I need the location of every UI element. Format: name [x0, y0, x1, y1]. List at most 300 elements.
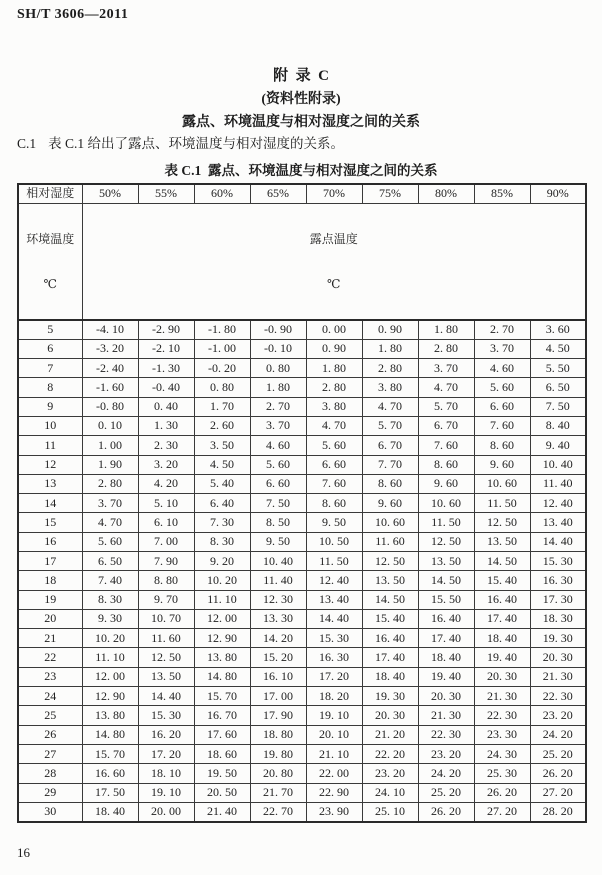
table-row: [18, 590, 586, 609]
dewpoint-cell: 14. 50: [362, 590, 418, 609]
dewpoint-cell: 10. 40: [530, 455, 586, 474]
dewpoint-table: [17, 183, 587, 823]
dewpoint-cell: 0. 40: [138, 397, 194, 416]
dewpoint-cell: 13. 50: [418, 551, 474, 570]
humidity-col-header: 80%: [418, 184, 474, 203]
dewpoint-cell: 13. 30: [250, 609, 306, 628]
dewpoint-cell: 8. 40: [530, 416, 586, 435]
table-row: [18, 648, 586, 667]
dewpoint-cell: 21. 30: [474, 687, 530, 706]
humidity-col-header: 50%: [82, 184, 138, 203]
dewpoint-cell: 7. 70: [362, 455, 418, 474]
ambient-temp-cell: 24: [18, 687, 82, 706]
dewpoint-cell: 6. 60: [306, 455, 362, 474]
dewpoint-cell: 13. 50: [138, 667, 194, 686]
dewpoint-cell: 19. 40: [418, 667, 474, 686]
table-row: [18, 629, 586, 648]
dewpoint-cell: 13. 80: [82, 706, 138, 725]
dewpoint-cell: 11. 40: [250, 571, 306, 590]
dewpoint-cell: 7. 60: [474, 416, 530, 435]
dewpoint-cell: 17. 20: [306, 667, 362, 686]
clause-label: C.1: [17, 136, 37, 151]
dewpoint-cell: 17. 60: [194, 725, 250, 744]
table-row: [18, 783, 586, 802]
ambient-temp-label: 环境温度: [26, 232, 75, 247]
dewpoint-cell: 8. 60: [362, 474, 418, 493]
table-row: [18, 725, 586, 744]
ambient-temp-cell: 22: [18, 648, 82, 667]
dewpoint-cell: 12. 50: [418, 532, 474, 551]
ambient-temp-cell: 21: [18, 629, 82, 648]
dewpoint-cell: 14. 50: [474, 551, 530, 570]
dewpoint-cell: 1. 70: [194, 397, 250, 416]
dewpoint-cell: 22. 00: [306, 764, 362, 783]
dewpoint-cell: 4. 50: [530, 339, 586, 358]
dewpoint-cell: 0. 00: [306, 320, 362, 339]
dewpoint-cell: 5. 70: [418, 397, 474, 416]
ambient-temp-cell: 7: [18, 359, 82, 378]
dewpoint-cell: 3. 70: [250, 416, 306, 435]
dewpoint-cell: 12. 30: [250, 590, 306, 609]
ambient-temp-cell: 12: [18, 455, 82, 474]
dewpoint-cell: 13. 40: [530, 513, 586, 532]
dewpoint-cell: 7. 60: [418, 436, 474, 455]
dewpoint-cell: 21. 40: [194, 802, 250, 821]
dewpoint-cell: 4. 60: [474, 359, 530, 378]
dewpoint-cell: 22. 30: [474, 706, 530, 725]
dewpoint-cell: 15. 70: [82, 744, 138, 763]
dewpoint-cell: 19. 10: [138, 783, 194, 802]
dewpoint-cell: 16. 70: [194, 706, 250, 725]
dewpoint-cell: 18. 40: [82, 802, 138, 821]
ambient-temp-cell: 9: [18, 397, 82, 416]
dewpoint-cell: -2. 40: [82, 359, 138, 378]
dewpoint-cell: 5. 10: [138, 494, 194, 513]
dewpoint-cell: 25. 20: [418, 783, 474, 802]
ambient-temp-cell: 28: [18, 764, 82, 783]
dewpoint-cell: 13. 40: [306, 590, 362, 609]
dewpoint-cell: 18. 40: [418, 648, 474, 667]
dewpoint-cell: 19. 10: [306, 706, 362, 725]
dewpoint-cell: 13. 50: [362, 571, 418, 590]
dewpoint-cell: 16. 60: [82, 764, 138, 783]
dewpoint-cell: 18. 20: [306, 687, 362, 706]
dewpoint-cell: 22. 30: [530, 687, 586, 706]
dewpoint-cell: 14. 50: [418, 571, 474, 590]
dewpoint-cell: 20. 00: [138, 802, 194, 821]
dewpoint-cell: 6. 60: [474, 397, 530, 416]
dewpoint-cell: 18. 40: [474, 629, 530, 648]
dewpoint-cell: 16. 30: [530, 571, 586, 590]
dewpoint-cell: 3. 50: [194, 436, 250, 455]
dewpoint-cell: 24. 30: [474, 744, 530, 763]
dewpoint-unit: ℃: [327, 276, 341, 291]
dewpoint-cell: 3. 70: [82, 494, 138, 513]
dewpoint-cell: -0. 10: [250, 339, 306, 358]
dewpoint-cell: 6. 10: [138, 513, 194, 532]
humidity-col-header: 70%: [306, 184, 362, 203]
table-row: [18, 609, 586, 628]
dewpoint-cell: -1. 80: [194, 320, 250, 339]
dewpoint-cell: 5. 50: [530, 359, 586, 378]
dewpoint-cell: 20. 30: [474, 667, 530, 686]
ambient-temp-cell: 29: [18, 783, 82, 802]
dewpoint-cell: 24. 10: [362, 783, 418, 802]
table-row: [18, 764, 586, 783]
dewpoint-cell: 19. 40: [474, 648, 530, 667]
dewpoint-cell: 17. 20: [138, 744, 194, 763]
dewpoint-cell: 7. 30: [194, 513, 250, 532]
dewpoint-cell: 2. 70: [250, 397, 306, 416]
dewpoint-cell: -3. 20: [82, 339, 138, 358]
table-row: [18, 320, 586, 339]
clause-text: 表 C.1 给出了露点、环境温度与相对湿度的关系。: [48, 136, 345, 151]
dewpoint-cell: 10. 50: [306, 532, 362, 551]
dewpoint-cell: 9. 60: [362, 494, 418, 513]
dewpoint-cell: 12. 90: [82, 687, 138, 706]
dewpoint-cell: 5. 70: [362, 416, 418, 435]
dewpoint-cell: 9. 60: [474, 455, 530, 474]
dewpoint-cell: 15. 20: [250, 648, 306, 667]
ambient-temp-cell: 8: [18, 378, 82, 397]
dewpoint-cell: 25. 30: [474, 764, 530, 783]
dewpoint-cell: 0. 80: [194, 378, 250, 397]
dewpoint-cell: 17. 00: [250, 687, 306, 706]
ambient-temp-cell: 26: [18, 725, 82, 744]
dewpoint-cell: 15. 30: [530, 551, 586, 570]
dewpoint-header: [82, 203, 586, 320]
dewpoint-cell: 21. 70: [250, 783, 306, 802]
dewpoint-cell: 17. 50: [82, 783, 138, 802]
table-row: [18, 455, 586, 474]
dewpoint-cell: 10. 60: [474, 474, 530, 493]
dewpoint-cell: 20. 30: [530, 648, 586, 667]
dewpoint-cell: 17. 30: [530, 590, 586, 609]
dewpoint-cell: -1. 60: [82, 378, 138, 397]
dewpoint-cell: -1. 00: [194, 339, 250, 358]
humidity-col-header: 60%: [194, 184, 250, 203]
relative-humidity-header: 相对湿度: [18, 184, 82, 203]
dewpoint-cell: 20. 50: [194, 783, 250, 802]
dewpoint-cell: 1. 80: [362, 339, 418, 358]
dewpoint-cell: 23. 20: [530, 706, 586, 725]
dewpoint-cell: 0. 90: [306, 339, 362, 358]
table-row: [18, 571, 586, 590]
dewpoint-cell: 8. 50: [250, 513, 306, 532]
ambient-temp-cell: 20: [18, 609, 82, 628]
dewpoint-cell: 11. 10: [82, 648, 138, 667]
dewpoint-cell: 23. 30: [474, 725, 530, 744]
humidity-col-header: 90%: [530, 184, 586, 203]
dewpoint-cell: 28. 20: [530, 802, 586, 821]
dewpoint-cell: 17. 40: [362, 648, 418, 667]
dewpoint-cell: 24. 20: [418, 764, 474, 783]
humidity-header-row: [18, 184, 586, 203]
dewpoint-cell: 12. 50: [138, 648, 194, 667]
dewpoint-cell: 16. 40: [362, 629, 418, 648]
dewpoint-cell: 11. 10: [194, 590, 250, 609]
dewpoint-cell: 4. 50: [194, 455, 250, 474]
ambient-temp-cell: 17: [18, 551, 82, 570]
ambient-temp-cell: 13: [18, 474, 82, 493]
dewpoint-cell: 3. 80: [362, 378, 418, 397]
ambient-temp-cell: 15: [18, 513, 82, 532]
standard-number: SH/T 3606—2011: [17, 7, 129, 22]
dewpoint-cell: 19. 30: [530, 629, 586, 648]
dewpoint-cell: 1. 80: [306, 359, 362, 378]
ambient-temp-cell: 18: [18, 571, 82, 590]
dewpoint-cell: 14. 80: [194, 667, 250, 686]
dewpoint-cell: 24. 20: [530, 725, 586, 744]
dewpoint-cell: 3. 70: [474, 339, 530, 358]
dewpoint-cell: -0. 20: [194, 359, 250, 378]
dewpoint-cell: 26. 20: [418, 802, 474, 821]
dewpoint-cell: 0. 90: [362, 320, 418, 339]
dewpoint-cell: 26. 20: [474, 783, 530, 802]
dewpoint-cell: 23. 20: [362, 764, 418, 783]
dewpoint-cell: 2. 80: [82, 474, 138, 493]
dewpoint-cell: 9. 40: [530, 436, 586, 455]
dewpoint-cell: -0. 90: [250, 320, 306, 339]
dewpoint-cell: 12. 40: [530, 494, 586, 513]
dewpoint-cell: 15. 40: [362, 609, 418, 628]
dewpoint-cell: -4. 10: [82, 320, 138, 339]
dewpoint-cell: 11. 50: [418, 513, 474, 532]
dewpoint-cell: 3. 20: [138, 455, 194, 474]
unit-header-row: [18, 203, 586, 320]
dewpoint-cell: 5. 60: [82, 532, 138, 551]
dewpoint-cell: 6. 70: [362, 436, 418, 455]
dewpoint-cell: 10. 60: [418, 494, 474, 513]
dewpoint-cell: 6. 70: [418, 416, 474, 435]
dewpoint-cell: 15. 30: [306, 629, 362, 648]
dewpoint-cell: 8. 60: [418, 455, 474, 474]
dewpoint-cell: 18. 30: [530, 609, 586, 628]
appendix-title: 附 录 C: [273, 68, 329, 84]
table-row: [18, 397, 586, 416]
dewpoint-cell: 2. 30: [138, 436, 194, 455]
ambient-temp-unit: ℃: [43, 276, 57, 291]
dewpoint-cell: -1. 30: [138, 359, 194, 378]
table-row: [18, 494, 586, 513]
dewpoint-cell: 17. 90: [250, 706, 306, 725]
dewpoint-cell: 21. 20: [362, 725, 418, 744]
dewpoint-cell: -2. 90: [138, 320, 194, 339]
dewpoint-cell: 22. 30: [418, 725, 474, 744]
dewpoint-cell: 7. 40: [82, 571, 138, 590]
dewpoint-cell: 16. 20: [138, 725, 194, 744]
dewpoint-cell: 10. 20: [82, 629, 138, 648]
dewpoint-cell: 9. 30: [82, 609, 138, 628]
dewpoint-cell: 7. 90: [138, 551, 194, 570]
dewpoint-cell: 10. 40: [250, 551, 306, 570]
ambient-temp-cell: 30: [18, 802, 82, 821]
dewpoint-cell: 2. 70: [474, 320, 530, 339]
table-caption: 表 C.1 露点、环境温度与相对湿度之间的关系: [164, 163, 438, 178]
dewpoint-cell: 11. 60: [138, 629, 194, 648]
dewpoint-cell: 17. 40: [474, 609, 530, 628]
dewpoint-cell: 5. 40: [194, 474, 250, 493]
ambient-temp-cell: 25: [18, 706, 82, 725]
table-row: [18, 339, 586, 358]
dewpoint-cell: 11. 60: [362, 532, 418, 551]
dewpoint-cell: 12. 40: [306, 571, 362, 590]
dewpoint-cell: 14. 40: [306, 609, 362, 628]
dewpoint-cell: 27. 20: [530, 783, 586, 802]
dewpoint-cell: 8. 30: [82, 590, 138, 609]
dewpoint-cell: 15. 70: [194, 687, 250, 706]
dewpoint-cell: 6. 40: [194, 494, 250, 513]
table-row: [18, 744, 586, 763]
dewpoint-cell: 15. 50: [418, 590, 474, 609]
ambient-temp-cell: 27: [18, 744, 82, 763]
dewpoint-cell: 20. 80: [250, 764, 306, 783]
dewpoint-cell: 6. 50: [82, 551, 138, 570]
table-row: [18, 532, 586, 551]
dewpoint-cell: 3. 70: [418, 359, 474, 378]
dewpoint-cell: 0. 10: [82, 416, 138, 435]
dewpoint-cell: 8. 60: [474, 436, 530, 455]
dewpoint-cell: -0. 40: [138, 378, 194, 397]
humidity-col-header: 75%: [362, 184, 418, 203]
dewpoint-cell: 19. 50: [194, 764, 250, 783]
table-row: [18, 359, 586, 378]
dewpoint-cell: 27. 20: [474, 802, 530, 821]
page-number: 16: [17, 845, 30, 860]
dewpoint-cell: 15. 30: [138, 706, 194, 725]
dewpoint-cell: 1. 80: [418, 320, 474, 339]
table-body: [18, 320, 586, 822]
dewpoint-cell: 7. 60: [306, 474, 362, 493]
dewpoint-cell: 12. 90: [194, 629, 250, 648]
dewpoint-cell: 25. 10: [362, 802, 418, 821]
dewpoint-cell: 8. 30: [194, 532, 250, 551]
humidity-col-header: 65%: [250, 184, 306, 203]
dewpoint-cell: 3. 80: [306, 397, 362, 416]
dewpoint-cell: 4. 60: [250, 436, 306, 455]
dewpoint-cell: 23. 90: [306, 802, 362, 821]
dewpoint-cell: 5. 60: [474, 378, 530, 397]
humidity-col-header: 85%: [474, 184, 530, 203]
ambient-temp-cell: 23: [18, 667, 82, 686]
dewpoint-cell: 6. 50: [530, 378, 586, 397]
dewpoint-cell: 21. 30: [530, 667, 586, 686]
dewpoint-cell: 9. 60: [418, 474, 474, 493]
dewpoint-cell: 11. 50: [474, 494, 530, 513]
table-row: [18, 667, 586, 686]
dewpoint-cell: 12. 00: [82, 667, 138, 686]
dewpoint-cell: 13. 80: [194, 648, 250, 667]
ambient-temp-cell: 5: [18, 320, 82, 339]
dewpoint-cell: 9. 50: [250, 532, 306, 551]
dewpoint-cell: 2. 80: [418, 339, 474, 358]
dewpoint-cell: 4. 20: [138, 474, 194, 493]
dewpoint-cell: 18. 10: [138, 764, 194, 783]
dewpoint-cell: 15. 40: [474, 571, 530, 590]
dewpoint-cell: 1. 80: [250, 378, 306, 397]
ambient-temp-cell: 14: [18, 494, 82, 513]
dewpoint-cell: 9. 70: [138, 590, 194, 609]
dewpoint-cell: 5. 60: [306, 436, 362, 455]
dewpoint-cell: 14. 80: [82, 725, 138, 744]
humidity-col-header: 55%: [138, 184, 194, 203]
dewpoint-cell: 12. 00: [194, 609, 250, 628]
dewpoint-cell: 4. 70: [82, 513, 138, 532]
dewpoint-cell: 14. 40: [138, 687, 194, 706]
dewpoint-cell: 13. 50: [474, 532, 530, 551]
dewpoint-cell: 10. 70: [138, 609, 194, 628]
dewpoint-cell: 4. 70: [362, 397, 418, 416]
dewpoint-cell: 12. 50: [474, 513, 530, 532]
dewpoint-cell: 11. 50: [306, 551, 362, 570]
clause-c1: [17, 132, 585, 152]
dewpoint-cell: 1. 00: [82, 436, 138, 455]
dewpoint-cell: 18. 40: [362, 667, 418, 686]
ambient-temp-cell: 10: [18, 416, 82, 435]
dewpoint-cell: 8. 60: [306, 494, 362, 513]
dewpoint-cell: 12. 50: [362, 551, 418, 570]
table-row: [18, 378, 586, 397]
dewpoint-cell: 22. 90: [306, 783, 362, 802]
dewpoint-cell: 2. 60: [194, 416, 250, 435]
dewpoint-cell: 19. 30: [362, 687, 418, 706]
table-row: [18, 436, 586, 455]
dewpoint-cell: 10. 60: [362, 513, 418, 532]
dewpoint-cell: 0. 80: [250, 359, 306, 378]
dewpoint-cell: 14. 40: [530, 532, 586, 551]
dewpoint-cell: 18. 60: [194, 744, 250, 763]
dewpoint-cell: 10. 20: [194, 571, 250, 590]
dewpoint-cell: 11. 40: [530, 474, 586, 493]
dewpoint-cell: 7. 50: [250, 494, 306, 513]
dewpoint-cell: 18. 80: [250, 725, 306, 744]
dewpoint-cell: 16. 30: [306, 648, 362, 667]
dewpoint-cell: 7. 00: [138, 532, 194, 551]
dewpoint-cell: 25. 20: [530, 744, 586, 763]
dewpoint-cell: 22. 20: [362, 744, 418, 763]
dewpoint-cell: 2. 80: [362, 359, 418, 378]
dewpoint-cell: 6. 60: [250, 474, 306, 493]
dewpoint-cell: 7. 50: [530, 397, 586, 416]
table-row: [18, 706, 586, 725]
table-row: [18, 802, 586, 821]
ambient-temp-cell: 6: [18, 339, 82, 358]
dewpoint-cell: 26. 20: [530, 764, 586, 783]
table-row: [18, 474, 586, 493]
dewpoint-cell: 8. 80: [138, 571, 194, 590]
table-row: [18, 416, 586, 435]
ambient-temp-header: [18, 203, 82, 320]
ambient-temp-cell: 11: [18, 436, 82, 455]
table-row: [18, 551, 586, 570]
dewpoint-cell: 4. 70: [306, 416, 362, 435]
dewpoint-cell: 21. 30: [418, 706, 474, 725]
dewpoint-cell: 17. 40: [418, 629, 474, 648]
table-row: [18, 687, 586, 706]
dewpoint-cell: 4. 70: [418, 378, 474, 397]
dewpoint-cell: 14. 20: [250, 629, 306, 648]
dewpoint-cell: 16. 40: [474, 590, 530, 609]
dewpoint-cell: 16. 10: [250, 667, 306, 686]
dewpoint-cell: 9. 20: [194, 551, 250, 570]
dewpoint-cell: 5. 60: [250, 455, 306, 474]
dewpoint-cell: 22. 70: [250, 802, 306, 821]
dewpoint-cell: 19. 80: [250, 744, 306, 763]
dewpoint-cell: 3. 60: [530, 320, 586, 339]
ambient-temp-cell: 19: [18, 590, 82, 609]
ambient-temp-cell: 16: [18, 532, 82, 551]
dewpoint-cell: 16. 40: [418, 609, 474, 628]
